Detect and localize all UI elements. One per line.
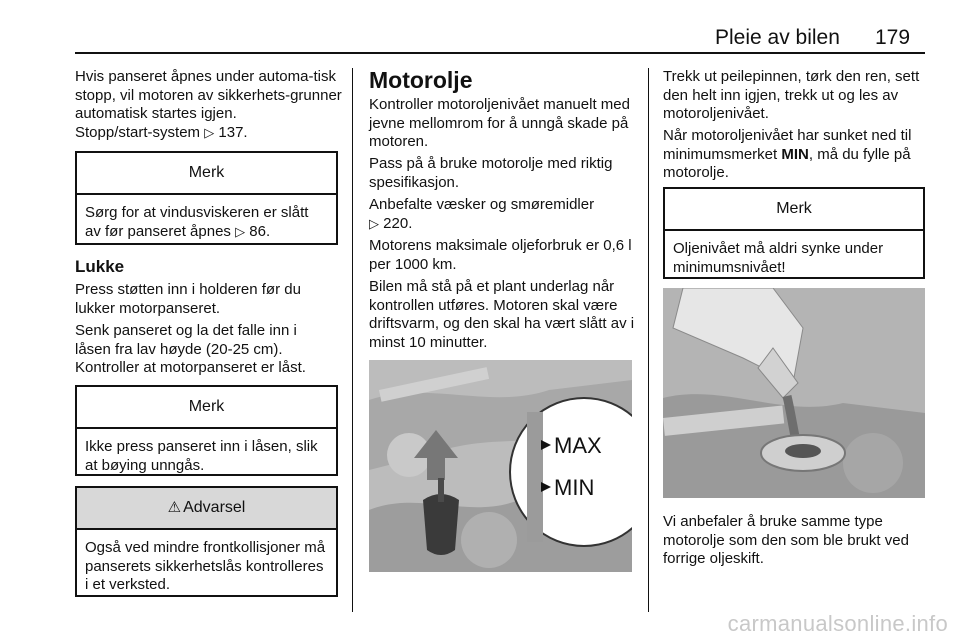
lukke-heading: Lukke bbox=[75, 257, 125, 276]
note-box-1-title: Merk bbox=[77, 153, 336, 195]
note-box-2-title: Merk bbox=[77, 387, 336, 429]
warning-triangle-icon: ⚠ bbox=[167, 499, 182, 516]
col2-paragraph-5: Bilen må stå på et plant underlag når kontrollen utføres. Motoren skal være driftsvarm, og den skal ha vært slått av i minst 10 minutter. bbox=[369, 278, 635, 351]
oil-fill-illustration bbox=[663, 288, 925, 498]
note-box-3-title: Merk bbox=[665, 189, 923, 231]
page-header-title: Pleie av bilen bbox=[715, 26, 840, 49]
page-number: 179 bbox=[875, 26, 911, 49]
lukke-paragraph-1: Press støtten inn i holderen før du lukker motorpanseret. bbox=[75, 281, 301, 317]
warning-box-title bbox=[77, 488, 336, 530]
column-divider-1 bbox=[352, 68, 353, 612]
ref-arrow-icon: ▷ bbox=[204, 125, 215, 140]
start-stop-ref-page[interactable]: 137. bbox=[218, 124, 248, 141]
note-box-1-ref[interactable]: 86. bbox=[249, 222, 271, 240]
min-label: MIN bbox=[554, 475, 595, 500]
warning-box bbox=[75, 486, 338, 597]
col2-paragraph-3 bbox=[369, 196, 634, 233]
col3-paragraph-2 bbox=[663, 127, 933, 183]
start-stop-ref-text: Stopp/start-system bbox=[75, 124, 201, 141]
oil-fill-figure bbox=[663, 288, 925, 498]
col2-paragraph-4: Motorens maksimale oljeforbruk er 0,6 l per 1000 km. bbox=[369, 237, 632, 273]
header-rule bbox=[75, 52, 925, 54]
note-box-3 bbox=[663, 187, 925, 279]
watermark: carmanualsonline.info bbox=[727, 611, 948, 636]
max-label: MAX bbox=[554, 433, 602, 458]
col2-paragraph-1: Kontroller motoroljenivået manuelt med jevne mellomrom for å unngå skade på motoren. bbox=[369, 96, 630, 150]
ref-arrow-icon: ▷ bbox=[235, 223, 246, 239]
dipstick-illustration bbox=[369, 360, 632, 572]
motorolje-heading: Motorolje bbox=[369, 67, 473, 93]
col2-paragraph-2: Pass på å bruke motorolje med riktig spesifikasjon. bbox=[369, 155, 613, 191]
column-divider-2 bbox=[648, 68, 649, 612]
fluids-ref-page[interactable]: 220. bbox=[383, 214, 413, 232]
ref-arrow-icon: ▷ bbox=[369, 215, 379, 231]
warning-box-text: Også ved mindre frontkollisjoner må panserets sikkerhetslås kontrolleres i et verksted. bbox=[85, 539, 326, 593]
fluids-ref-text: Anbefalte væsker og smøremidler bbox=[369, 196, 595, 213]
note-box-2 bbox=[75, 385, 338, 476]
warning-title-text: Advarsel bbox=[183, 499, 246, 516]
dipstick-handle bbox=[423, 494, 459, 555]
note-box-3-text: Oljenivået må aldri synke under minimumsnivået! bbox=[673, 240, 884, 276]
col3-paragraph-3: Vi anbefaler å bruke samme type motorolje som den som ble brukt ved forrige oljeskift. bbox=[663, 513, 909, 567]
min-sentence-start: Når motoroljenivået har sunket ned til minimumsmerket bbox=[663, 127, 912, 163]
col1-paragraph-1: Hvis panseret åpnes under automa-tisk stopp, vil motoren av sikkerhets-grunner automatisk startes igjen. bbox=[75, 68, 342, 122]
note-box-1-text: Sørg for at vindusviskeren er slått av før panseret åpnes bbox=[85, 204, 309, 240]
col3-paragraph-1: Trekk ut peilepinnen, tørk den ren, sett den helt inn igjen, trekk ut og les av motoroljenivået. bbox=[663, 68, 920, 122]
note-box-1-body bbox=[77, 195, 336, 250]
col1-paragraph-2 bbox=[75, 124, 345, 143]
min-sentence-end: , må du fylle på motorolje. bbox=[663, 145, 911, 181]
dipstick-figure bbox=[369, 360, 632, 572]
lukke-paragraph-2: Senk panseret og la det falle inn i låsen fra lav høyde (20-25 cm). Kontroller at motorpanseret er låst. bbox=[75, 322, 306, 376]
note-box-1 bbox=[75, 151, 338, 245]
min-bold-term: MIN bbox=[781, 145, 809, 163]
note-box-2-text: Ikke press panseret inn i låsen, slik at bøying unngås. bbox=[85, 438, 318, 474]
